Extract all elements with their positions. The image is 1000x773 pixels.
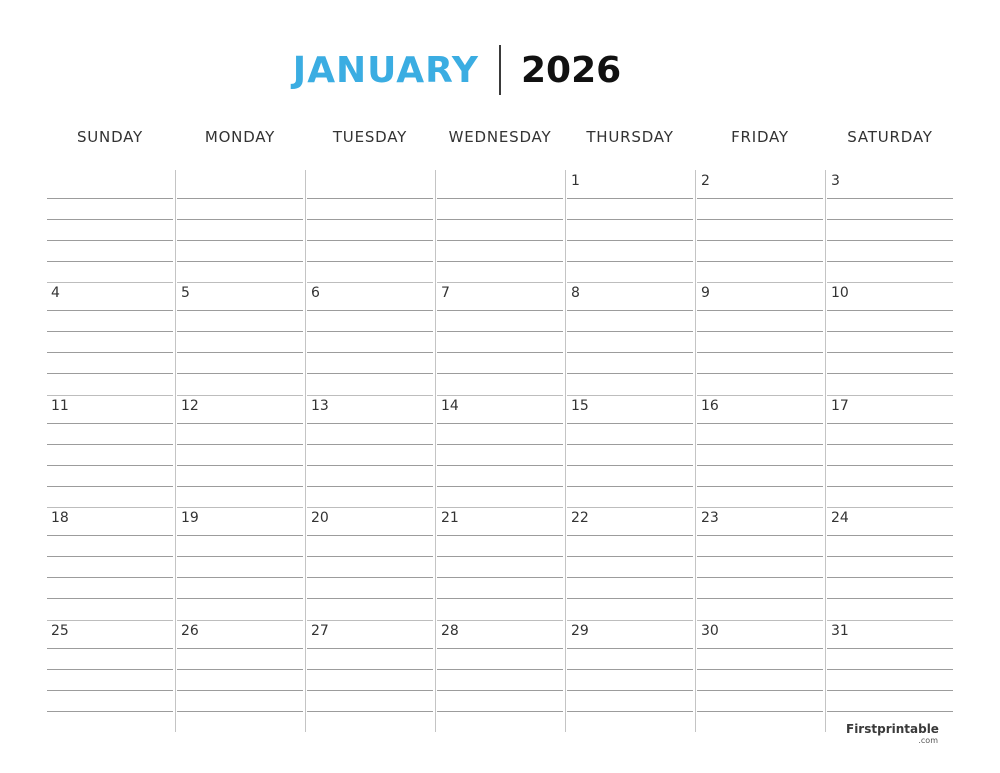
writing-line xyxy=(827,423,953,424)
column-divider xyxy=(305,170,306,732)
day-number: 1 xyxy=(571,173,580,189)
column-divider xyxy=(565,170,566,732)
writing-line xyxy=(697,556,823,557)
writing-line xyxy=(47,352,173,353)
writing-line xyxy=(827,331,953,332)
writing-line xyxy=(307,486,433,487)
writing-line xyxy=(307,198,433,199)
writing-line xyxy=(307,395,433,396)
writing-line xyxy=(437,282,563,283)
writing-line xyxy=(567,198,693,199)
day-number: 6 xyxy=(311,285,320,302)
day-number: 16 xyxy=(701,397,719,414)
writing-line xyxy=(307,310,433,311)
writing-line xyxy=(437,423,563,424)
writing-line xyxy=(697,648,823,649)
writing-line xyxy=(47,507,173,508)
writing-line xyxy=(697,395,823,396)
writing-line xyxy=(47,711,173,712)
day-cell xyxy=(695,395,825,507)
day-number: 21 xyxy=(441,510,459,527)
day-number: 10 xyxy=(831,285,849,302)
writing-line xyxy=(177,310,303,311)
writing-line xyxy=(307,648,433,649)
day-number: 28 xyxy=(441,622,459,639)
writing-line xyxy=(437,711,563,712)
writing-line xyxy=(177,261,303,262)
writing-line xyxy=(307,598,433,599)
column-divider xyxy=(175,170,176,732)
day-cell xyxy=(305,395,435,507)
column-divider xyxy=(435,170,436,732)
writing-line xyxy=(567,282,693,283)
writing-line xyxy=(177,240,303,241)
brand-logo xyxy=(846,722,938,748)
writing-line xyxy=(567,535,693,536)
writing-line xyxy=(567,395,693,396)
writing-line xyxy=(437,690,563,691)
writing-line xyxy=(827,395,953,396)
writing-line xyxy=(697,486,823,487)
weekday-header-row xyxy=(45,128,955,150)
writing-line xyxy=(47,282,173,283)
writing-line xyxy=(177,648,303,649)
day-number: 8 xyxy=(571,285,580,302)
writing-line xyxy=(47,669,173,670)
day-number: 13 xyxy=(311,397,329,414)
writing-line xyxy=(827,465,953,466)
writing-line xyxy=(567,219,693,220)
day-number: 14 xyxy=(441,397,459,414)
writing-line xyxy=(437,198,563,199)
writing-line xyxy=(827,648,953,649)
writing-line xyxy=(307,219,433,220)
writing-line xyxy=(697,261,823,262)
writing-line xyxy=(567,577,693,578)
writing-line xyxy=(697,198,823,199)
writing-line xyxy=(307,423,433,424)
writing-line xyxy=(47,556,173,557)
writing-line xyxy=(827,556,953,557)
writing-line xyxy=(567,648,693,649)
writing-line xyxy=(827,669,953,670)
writing-line xyxy=(177,395,303,396)
writing-line xyxy=(827,310,953,311)
day-cell xyxy=(825,170,955,282)
day-number: 15 xyxy=(571,397,589,414)
writing-line xyxy=(177,331,303,332)
day-number: 18 xyxy=(51,510,69,527)
day-cell xyxy=(45,170,175,282)
weekday-sunday: SUNDAY xyxy=(76,128,144,146)
writing-line xyxy=(47,444,173,445)
writing-line xyxy=(827,352,953,353)
writing-line xyxy=(437,535,563,536)
day-cell xyxy=(175,282,305,394)
writing-line xyxy=(697,620,823,621)
day-cell xyxy=(695,620,825,732)
day-cell xyxy=(45,620,175,732)
writing-line xyxy=(47,690,173,691)
writing-line xyxy=(177,352,303,353)
writing-line xyxy=(177,669,303,670)
writing-line xyxy=(697,598,823,599)
day-cell xyxy=(825,282,955,394)
writing-line xyxy=(827,690,953,691)
writing-line xyxy=(567,423,693,424)
day-cell xyxy=(305,170,435,282)
writing-line xyxy=(437,219,563,220)
writing-line xyxy=(177,507,303,508)
writing-line xyxy=(697,711,823,712)
writing-line xyxy=(567,240,693,241)
writing-line xyxy=(697,423,823,424)
writing-line xyxy=(567,465,693,466)
writing-line xyxy=(437,444,563,445)
writing-line xyxy=(437,669,563,670)
writing-line xyxy=(827,444,953,445)
writing-line xyxy=(567,556,693,557)
day-number: 25 xyxy=(51,622,69,639)
writing-line xyxy=(177,690,303,691)
writing-line xyxy=(307,373,433,374)
writing-line xyxy=(47,395,173,396)
day-cell xyxy=(435,620,565,732)
day-cell xyxy=(305,282,435,394)
writing-line xyxy=(437,598,563,599)
writing-line xyxy=(307,507,433,508)
writing-line xyxy=(177,423,303,424)
day-cell xyxy=(565,282,695,394)
day-number: 26 xyxy=(181,622,199,639)
writing-line xyxy=(567,598,693,599)
writing-line xyxy=(47,261,173,262)
writing-line xyxy=(437,352,563,353)
writing-line xyxy=(697,465,823,466)
writing-line xyxy=(697,219,823,220)
writing-line xyxy=(47,373,173,374)
writing-line xyxy=(437,577,563,578)
writing-line xyxy=(177,711,303,712)
writing-line xyxy=(827,486,953,487)
writing-line xyxy=(697,352,823,353)
writing-line xyxy=(307,711,433,712)
writing-line xyxy=(437,620,563,621)
writing-line xyxy=(177,598,303,599)
writing-line xyxy=(307,261,433,262)
writing-line xyxy=(177,465,303,466)
weekday-thursday: THURSDAY xyxy=(586,128,674,146)
writing-line xyxy=(697,507,823,508)
day-cell xyxy=(305,507,435,619)
writing-line xyxy=(827,373,953,374)
writing-line xyxy=(567,261,693,262)
writing-line xyxy=(567,444,693,445)
writing-line xyxy=(827,198,953,199)
day-number: 31 xyxy=(831,622,849,639)
day-number: 11 xyxy=(51,397,69,414)
writing-line xyxy=(827,219,953,220)
writing-line xyxy=(47,219,173,220)
writing-line xyxy=(307,465,433,466)
writing-line xyxy=(47,620,173,621)
writing-line xyxy=(567,620,693,621)
weekday-tuesday: TUESDAY xyxy=(332,128,408,146)
writing-line xyxy=(47,648,173,649)
writing-line xyxy=(307,690,433,691)
writing-line xyxy=(567,711,693,712)
day-number: 9 xyxy=(701,285,710,302)
writing-line xyxy=(437,373,563,374)
month-title: JANUARY xyxy=(292,49,479,91)
day-number: 19 xyxy=(181,510,199,527)
writing-line xyxy=(307,282,433,283)
writing-line xyxy=(177,556,303,557)
writing-line xyxy=(177,198,303,199)
writing-line xyxy=(437,240,563,241)
writing-line xyxy=(827,711,953,712)
day-number: 22 xyxy=(571,510,589,527)
day-cell xyxy=(305,620,435,732)
day-cell xyxy=(565,395,695,507)
writing-line xyxy=(47,310,173,311)
writing-line xyxy=(827,240,953,241)
writing-line xyxy=(827,535,953,536)
writing-line xyxy=(177,282,303,283)
year-title: 2026 xyxy=(521,49,622,91)
title-divider xyxy=(499,45,501,95)
writing-line xyxy=(437,261,563,262)
writing-line xyxy=(437,556,563,557)
day-number: 5 xyxy=(181,285,190,302)
writing-line xyxy=(47,486,173,487)
writing-line xyxy=(177,577,303,578)
writing-line xyxy=(437,507,563,508)
day-cell xyxy=(435,395,565,507)
day-cell xyxy=(695,170,825,282)
writing-line xyxy=(307,240,433,241)
writing-line xyxy=(437,486,563,487)
day-cell xyxy=(175,170,305,282)
writing-line xyxy=(697,282,823,283)
writing-line xyxy=(567,373,693,374)
writing-line xyxy=(567,690,693,691)
day-number: 2 xyxy=(701,173,710,189)
writing-line xyxy=(47,577,173,578)
writing-line xyxy=(697,535,823,536)
day-cell xyxy=(45,395,175,507)
writing-line xyxy=(437,648,563,649)
day-number: 27 xyxy=(311,622,329,639)
writing-line xyxy=(307,352,433,353)
day-number: 23 xyxy=(701,510,719,527)
writing-line xyxy=(567,310,693,311)
writing-line xyxy=(47,331,173,332)
calendar-title xyxy=(0,44,1000,96)
writing-line xyxy=(437,395,563,396)
day-cell xyxy=(695,282,825,394)
writing-line xyxy=(567,507,693,508)
writing-line xyxy=(437,310,563,311)
writing-line xyxy=(827,620,953,621)
writing-line xyxy=(697,690,823,691)
writing-line xyxy=(307,577,433,578)
writing-line xyxy=(697,240,823,241)
day-number: 30 xyxy=(701,622,719,639)
day-number: 17 xyxy=(831,397,849,414)
day-cell xyxy=(175,507,305,619)
writing-line xyxy=(827,507,953,508)
weekday-wednesday: WEDNESDAY xyxy=(448,128,552,146)
day-cell xyxy=(175,395,305,507)
weekday-monday: MONDAY xyxy=(204,128,276,146)
writing-line xyxy=(697,373,823,374)
day-number: 3 xyxy=(831,173,840,189)
day-number: 12 xyxy=(181,397,199,414)
day-cell xyxy=(435,282,565,394)
brand-name: Firstprintable xyxy=(846,722,939,736)
writing-line xyxy=(177,620,303,621)
writing-line xyxy=(827,598,953,599)
day-number: 24 xyxy=(831,510,849,527)
writing-line xyxy=(177,486,303,487)
writing-line xyxy=(47,598,173,599)
day-cell xyxy=(825,620,955,732)
day-cell xyxy=(45,282,175,394)
writing-line xyxy=(307,620,433,621)
weekday-saturday: SATURDAY xyxy=(847,128,933,146)
writing-line xyxy=(47,198,173,199)
writing-line xyxy=(567,486,693,487)
writing-line xyxy=(177,444,303,445)
writing-line xyxy=(177,219,303,220)
day-cell xyxy=(435,170,565,282)
writing-line xyxy=(827,577,953,578)
writing-line xyxy=(437,465,563,466)
writing-line xyxy=(47,240,173,241)
writing-line xyxy=(697,331,823,332)
writing-line xyxy=(47,535,173,536)
writing-line xyxy=(697,310,823,311)
writing-line xyxy=(307,669,433,670)
day-cell xyxy=(565,170,695,282)
day-cell xyxy=(45,507,175,619)
weekday-friday: FRIDAY xyxy=(731,128,789,146)
writing-line xyxy=(697,669,823,670)
writing-line xyxy=(307,444,433,445)
column-divider xyxy=(695,170,696,732)
day-cell xyxy=(825,395,955,507)
writing-line xyxy=(567,352,693,353)
day-cell xyxy=(825,507,955,619)
writing-line xyxy=(567,331,693,332)
writing-line xyxy=(697,577,823,578)
day-number: 4 xyxy=(51,285,60,302)
column-divider xyxy=(825,170,826,732)
day-cell xyxy=(695,507,825,619)
calendar-grid xyxy=(45,170,955,732)
day-number: 7 xyxy=(441,285,450,302)
day-number: 29 xyxy=(571,622,589,639)
writing-line xyxy=(827,282,953,283)
day-number: 20 xyxy=(311,510,329,527)
day-cell xyxy=(175,620,305,732)
writing-line xyxy=(567,669,693,670)
writing-line xyxy=(307,535,433,536)
writing-line xyxy=(307,556,433,557)
writing-line xyxy=(437,331,563,332)
writing-line xyxy=(177,373,303,374)
writing-line xyxy=(177,535,303,536)
day-cell xyxy=(565,620,695,732)
writing-line xyxy=(827,261,953,262)
writing-line xyxy=(307,331,433,332)
brand-domain: .com xyxy=(918,736,938,745)
day-cell xyxy=(435,507,565,619)
writing-line xyxy=(47,423,173,424)
writing-line xyxy=(47,465,173,466)
day-cell xyxy=(565,507,695,619)
writing-line xyxy=(697,444,823,445)
